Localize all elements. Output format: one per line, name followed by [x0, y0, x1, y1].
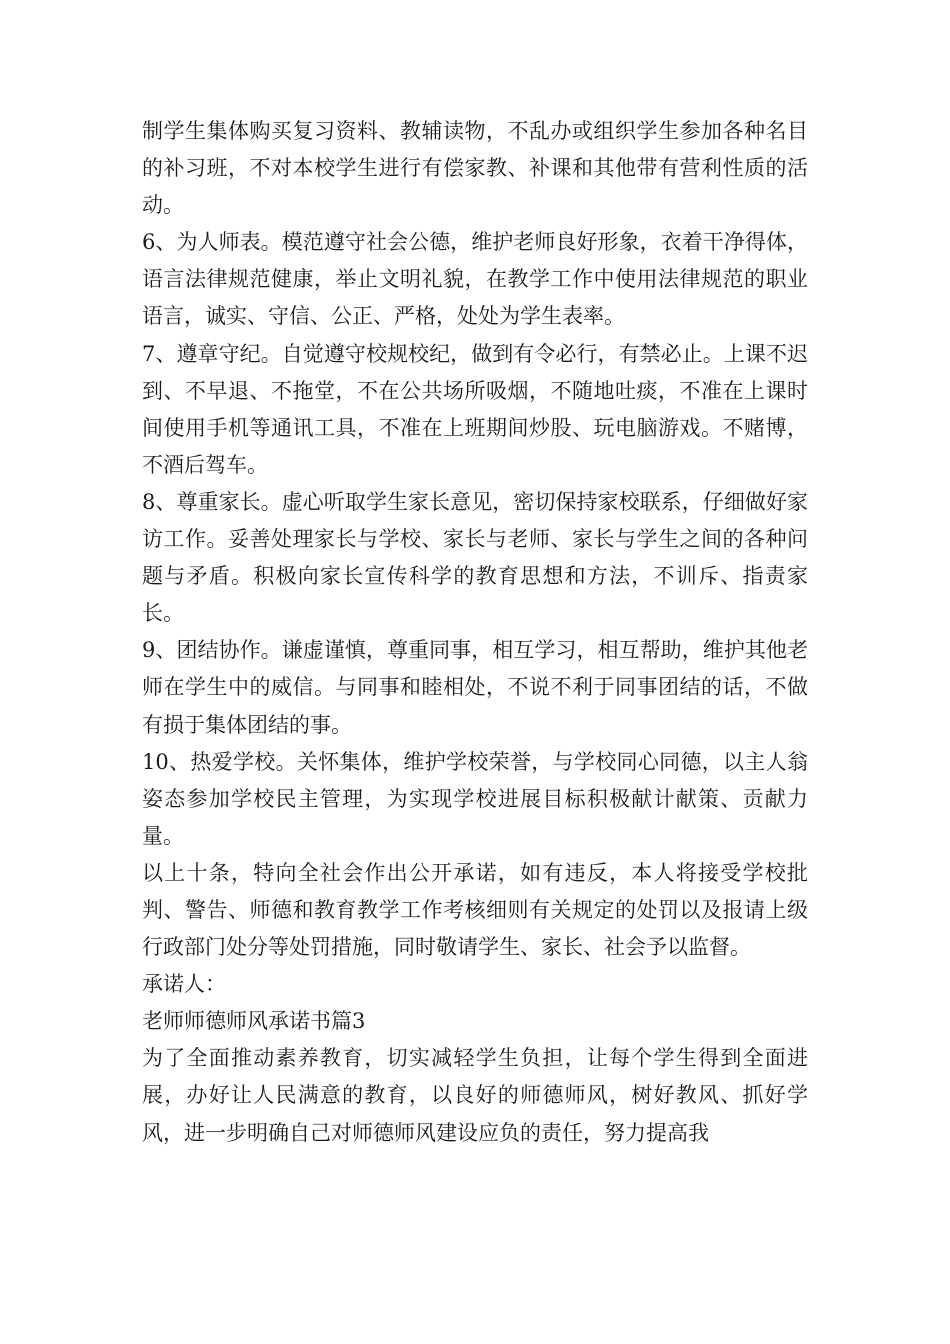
paragraph-rule-7: 7、遵章守纪。自觉遵守校规校纪，做到有令必行，有禁必止。上课不迟到、不早退、不拖堂，不在公共场所吸烟，不随地吐痰，不准在上课时间使用手机等通讯工具，不准在上班期间炒股、玩电脑游戏。不赌博，不酒后驾车。 [142, 341, 808, 477]
paragraph-rule-9: 9、团结协作。谦虚谨慎，尊重同事，相互学习，相互帮助，维护其他老师在学生中的威信。与同事和睦相处，不说不利于同事团结的话，不做有损于集体团结的事。 [142, 638, 808, 737]
paragraph-rule-10: 10、热爱学校。关怀集体，维护学校荣誉，与学校同心同德，以主人翁姿态参加学校民主管理，为实现学校进展目标积极献计献策、贡献力量。 [142, 749, 808, 848]
paragraph-continued-rules: 制学生集体购买复习资料、教辅读物，不乱办或组织学生参加各种名目的补习班，不对本校学生进行有偿家教、补课和其他带有营利性质的活动。 [142, 119, 808, 218]
document-body [142, 113, 808, 1152]
paragraph-intro: 为了全面推动素养教育，切实减轻学生负担，让每个学生得到全面进展，办好让人民满意的教育，以良好的师德师风，树好教风、抓好学风，进一步明确自己对师德师风建设应负的责任，努力提高我 [142, 1046, 808, 1145]
paragraph-rule-6: 6、为人师表。模范遵守社会公德，维护老师良好形象，衣着干净得体，语言法律规范健康，举止文明礼貌，在教学工作中使用法律规范的职业语言，诚实、守信、公正、严格，处处为学生表率。 [142, 230, 808, 329]
paragraph-rule-8: 8、尊重家长。虚心听取学生家长意见，密切保持家校联系，仔细做好家访工作。妥善处理家长与学校、家长与老师、家长与学生之间的各种问题与矛盾。积极向家长宣传科学的教育思想和方法，不训斥、指责家长。 [142, 489, 808, 626]
paragraph-commitment-statement: 以上十条，特向全社会作出公开承诺，如有违反，本人将接受学校批判、警告、师德和教育教学工作考核细则有关规定的处罚以及报请上级行政部门处分等处罚措施，同时敬请学生、家长、社会予以监督。 [142, 860, 808, 960]
section-heading: 老师师德师风承诺书篇3 [142, 1009, 366, 1034]
paragraph-signatory: 承诺人： [142, 972, 226, 997]
